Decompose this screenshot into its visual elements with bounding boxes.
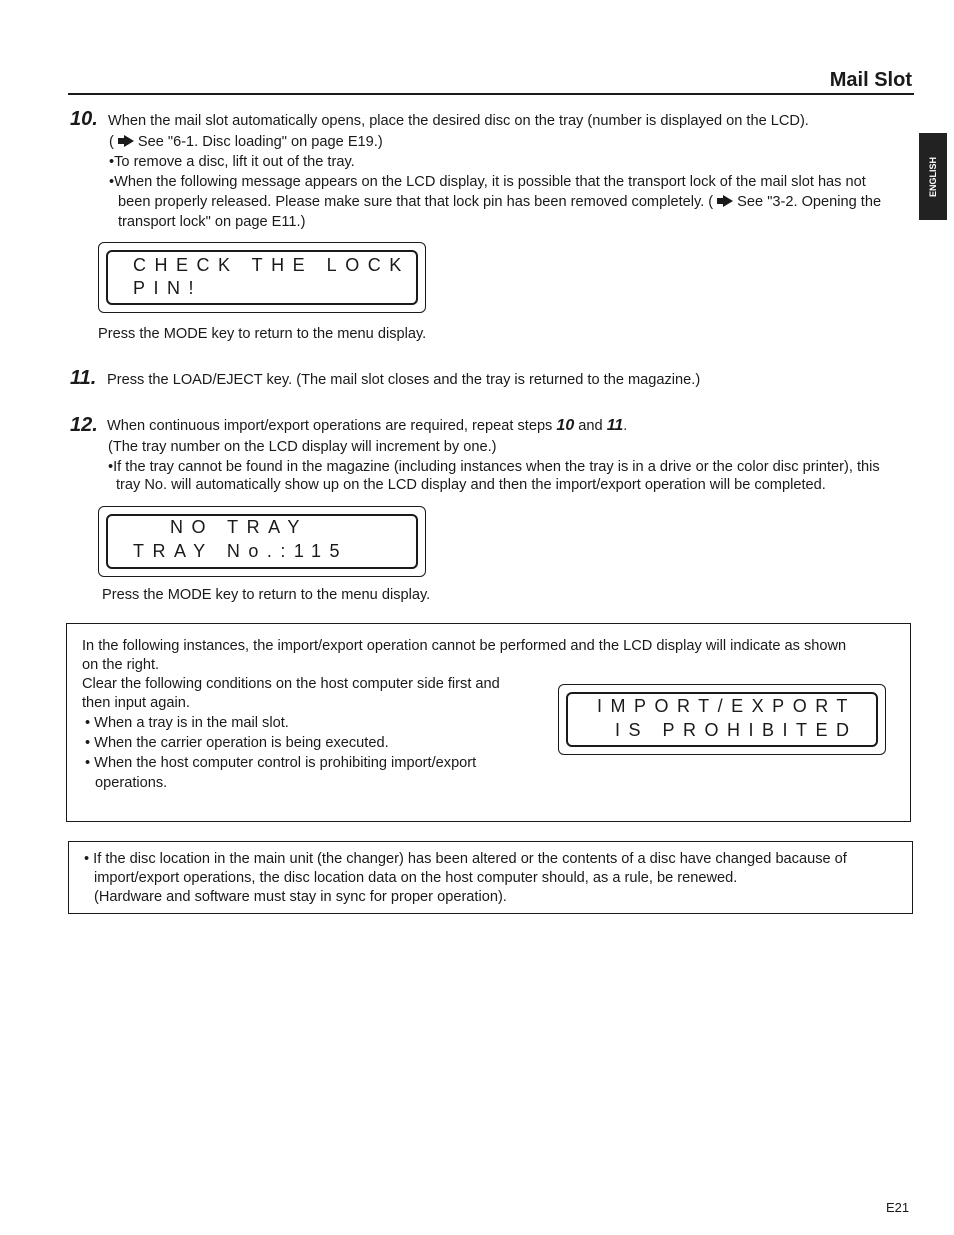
lcd-line-1: CHECK THE LOCK (133, 255, 410, 275)
step-11-text: Press the LOAD/EJECT key. (The mail slot closes and the tray is returned to the magazine.) (107, 372, 701, 388)
note1-line1: In the following instances, the import/export operation cannot be performed and the LCD display will indicate as shown (82, 638, 847, 654)
step-10-bullet2-line1: •When the following message appears on the LCD display, it is possible that the transport lock of the mail slot has not (109, 174, 866, 190)
lcd-display-no-tray (98, 506, 426, 577)
lcd-line-2: TRAY No.:115 (133, 541, 349, 561)
note1-line3: Clear the following conditions on the host computer side first and (82, 676, 500, 692)
step-10-line2: ( See "6-1. Disc loading" on page E19.) (109, 134, 383, 150)
step-12-number: 12. (70, 414, 98, 436)
step-12-line2: (The tray number on the LCD display will increment by one.) (108, 439, 497, 455)
lcd-display-prohibited (558, 684, 886, 755)
note1-bullet2: • When the carrier operation is being executed. (85, 735, 389, 751)
step-10-bullet2-line3: transport lock" on page E11.) (118, 214, 306, 230)
step-11-number: 11. (70, 367, 97, 389)
arrow-right-icon (124, 135, 134, 147)
step-10-number: 10. (70, 108, 98, 130)
note1-line4: then input again. (82, 695, 190, 711)
note2-line2: import/export operations, the disc location data on the host computer should, as a rule, be renewed. (94, 870, 738, 886)
lcd-line-2: IS PROHIBITED (615, 720, 858, 740)
note1-bullet3-line1: • When the host computer control is prohibiting import/export (85, 755, 477, 771)
section-title: Mail Slot (829, 69, 912, 91)
note1-line2: on the right. (82, 657, 160, 673)
step-10-bullet2-line2: been properly released. Please make sure that that lock pin has been removed completely. ( See "3-2. Opening the (118, 194, 882, 210)
step-10-line1: When the mail slot automatically opens, place the desired disc on the tray (number is displayed on the LCD). (108, 113, 809, 129)
note2-line3: (Hardware and software must stay in sync for proper operation). (94, 889, 507, 905)
step-10-after-text: Press the MODE key to return to the menu display. (98, 326, 427, 342)
lcd-line-1: IMPORT/EXPORT (597, 696, 856, 716)
language-tab (919, 133, 947, 220)
step-12-line1: When continuous import/export operations are required, repeat steps 10 and 11. (107, 417, 628, 434)
lcd-line-2: PIN! (133, 278, 203, 298)
note1-bullet1: • When a tray is in the mail slot. (85, 715, 289, 731)
note2-line1: • If the disc location in the main unit (the changer) has been altered or the contents of a disc have changed bacause of (84, 851, 847, 867)
step-10-bullet1: •To remove a disc, lift it out of the tray. (109, 154, 355, 170)
arrow-right-icon (723, 195, 733, 207)
lcd-display-check-lock (98, 242, 426, 313)
page-number: E21 (886, 1200, 910, 1215)
note1-bullet3-line2: operations. (95, 775, 168, 791)
language-tab-label: ENGLISH (928, 156, 938, 197)
header-rule (68, 93, 914, 95)
step-12-bullet-line1: •If the tray cannot be found in the magazine (including instances when the tray is in a drive or the color disc printer), this (108, 459, 880, 475)
lcd-line-1: NO TRAY (170, 517, 308, 537)
step-12-after-text: Press the MODE key to return to the menu display. (102, 587, 431, 603)
step-12-bullet-line2: tray No. will automatically show up on the LCD display and then the import/export operation will be completed. (116, 477, 826, 493)
